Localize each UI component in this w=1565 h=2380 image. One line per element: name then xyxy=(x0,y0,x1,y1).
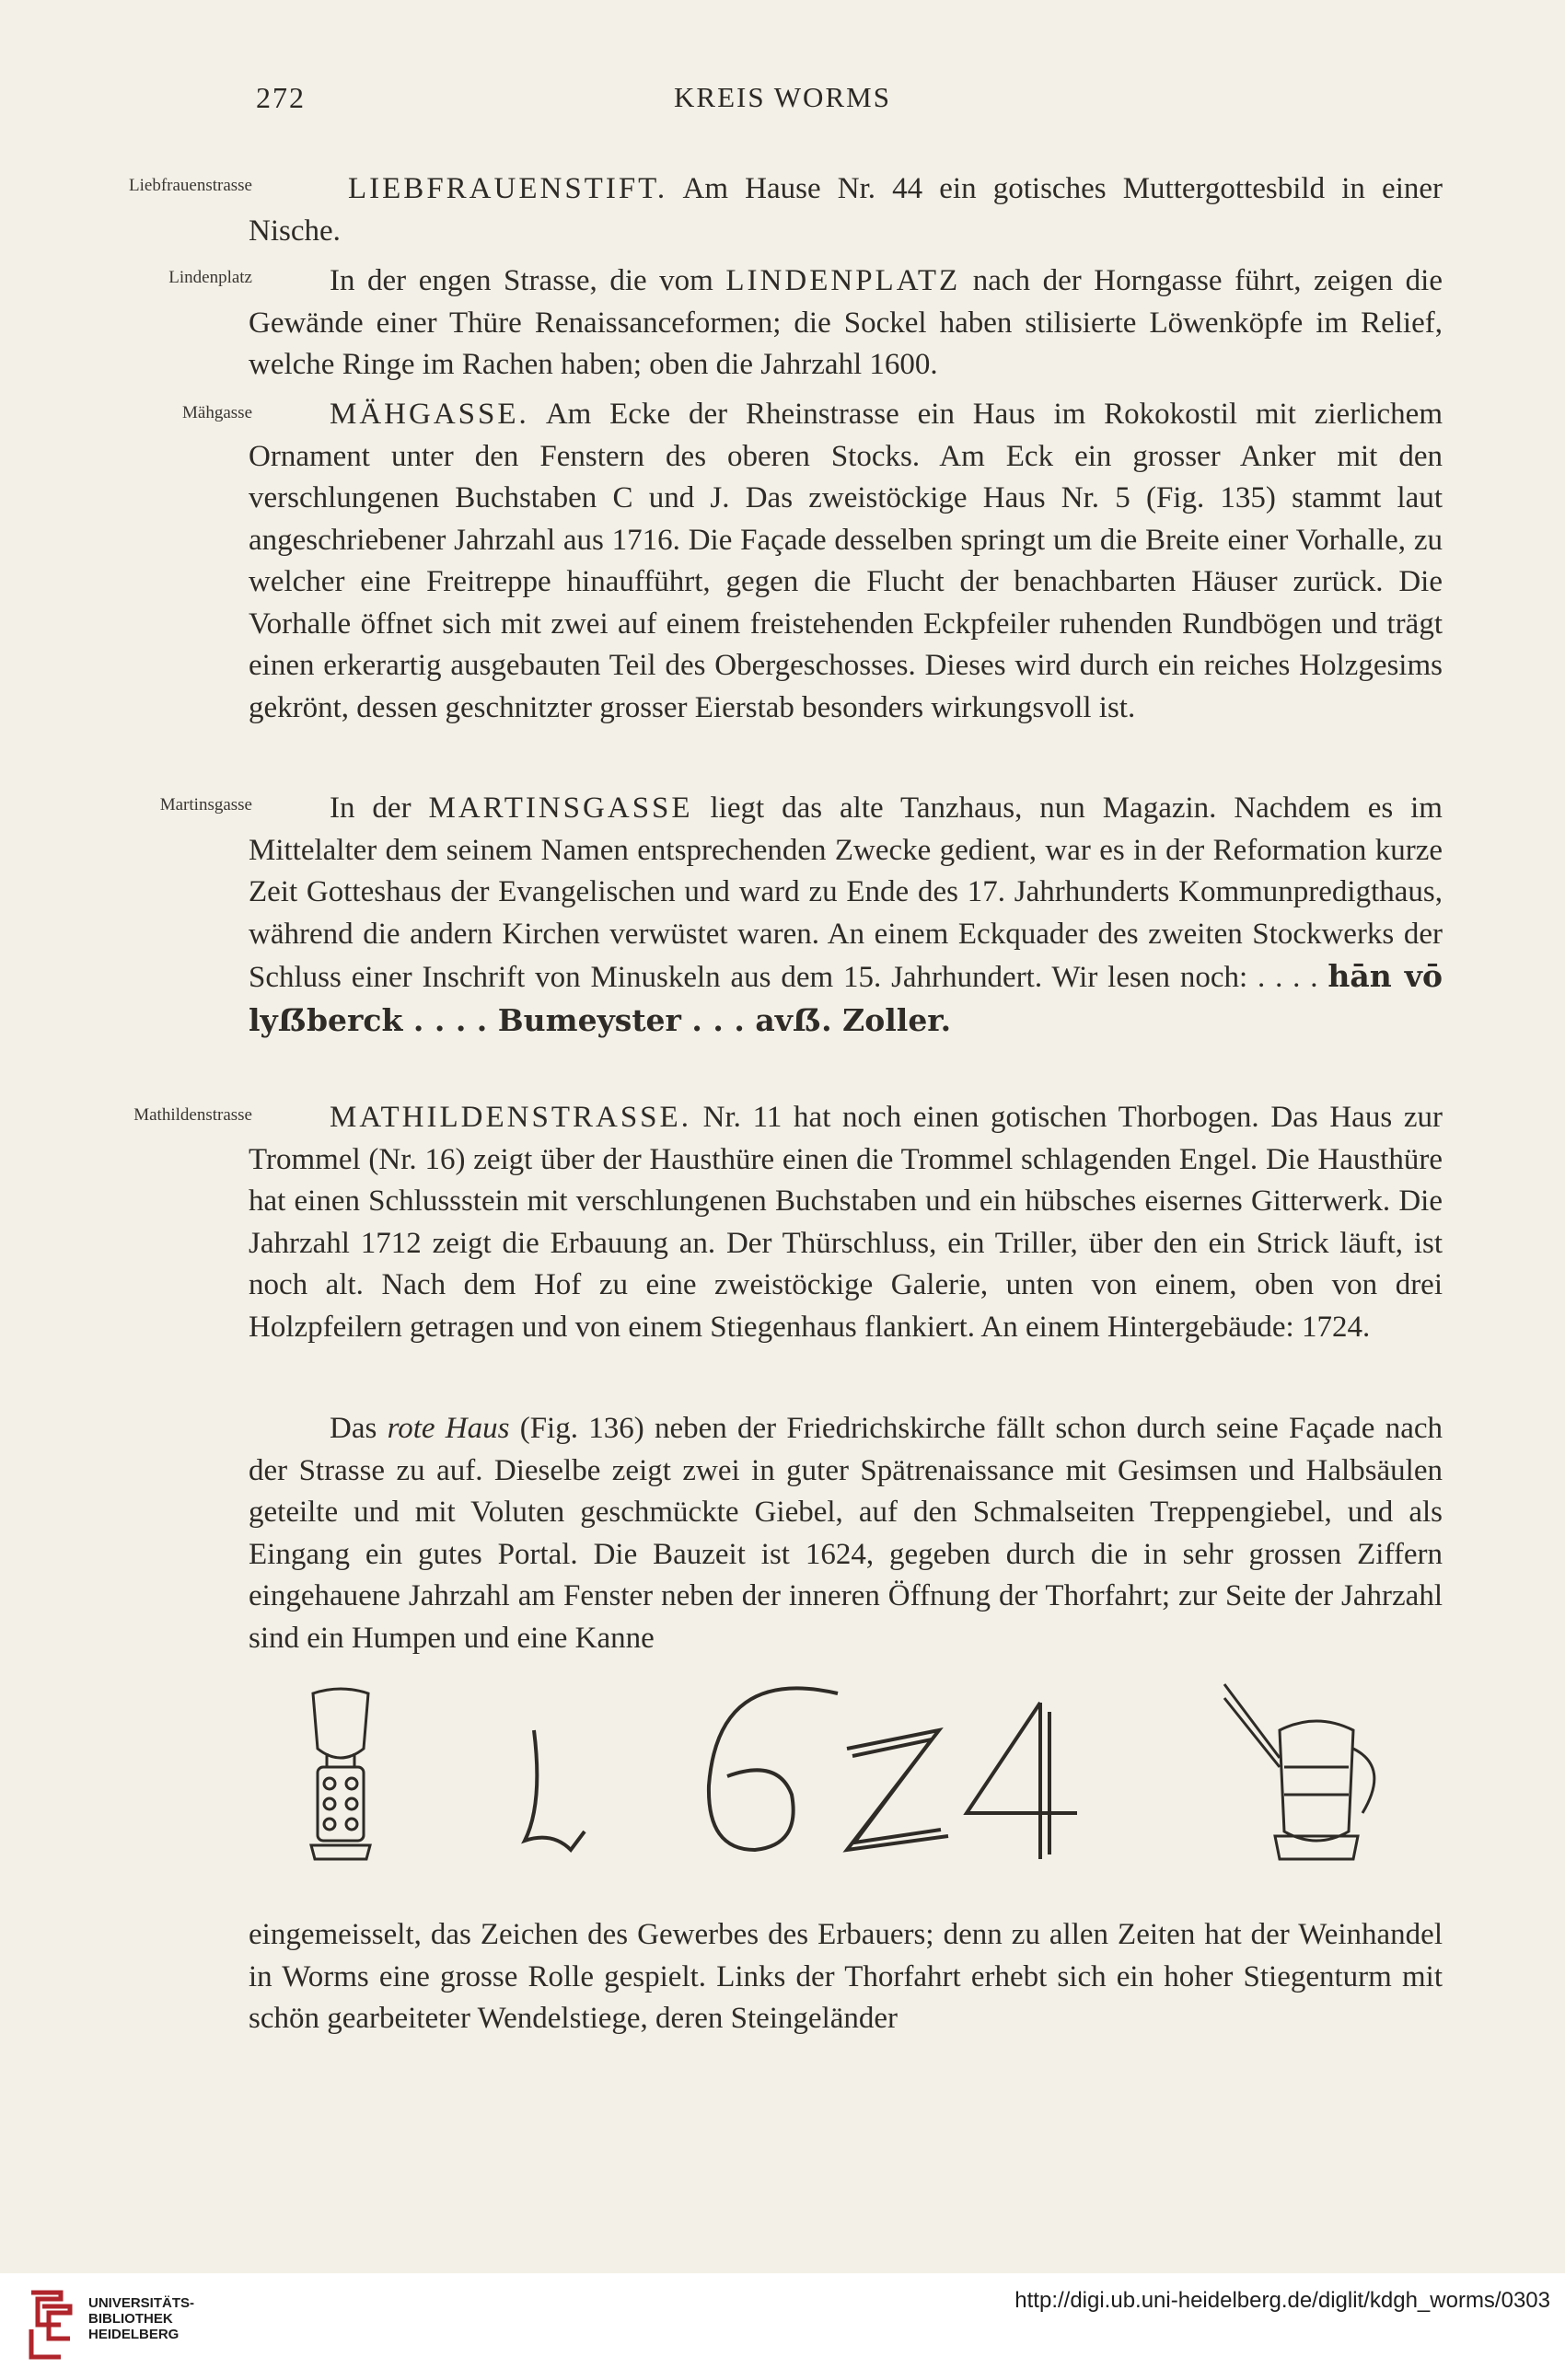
paragraph-text: eingemeisselt, das Zeichen des Gewerbes des Erbauers; denn zu allen Zeiten hat der Weinhandel in Worms eine grosse Rolle gespielt. Links der Thorfahrt erhebt sich ein hoher Stiegenturm mit schön gearbeiteter Wendelstiege, deren Steingeländer xyxy=(249,1918,1443,2035)
university-library-logo-icon[interactable] xyxy=(24,2288,77,2362)
kanne-jug-icon xyxy=(1224,1684,1374,1859)
running-title: KREIS WORMS xyxy=(674,81,891,113)
paragraph-text: In der engen Strasse, die vom xyxy=(330,264,726,297)
margin-note-martinsgasse: Martinsgasse xyxy=(159,795,252,815)
paragraph-continuation xyxy=(249,1914,1443,2040)
paragraph-text: liegt das alte Tanzhaus, nun Magazin. Nachdem es im Mittelalter dem seinem Namen entsprechenden Zwecke gedient, war es in der Reformation kurze Zeit Gotteshaus der Evangelischen und ward zu Ende des 17. Jahrhunderts Kommunpredigthaus, während die andern Kirchen verwüstet waren. An einem Eckquader des zweiten Stockwerks der Schluss einer Inschrift von Minuskeln aus dem 15. Jahrhundert. Wir lesen noch: . . . . xyxy=(249,791,1443,994)
library-name-line: UNIVERSITÄTS- xyxy=(88,2295,195,2311)
paragraph-liebfrauenstift xyxy=(249,168,1443,252)
paragraph-maehgasse xyxy=(249,394,1443,729)
library-name-line: HEIDELBERG xyxy=(88,2327,180,2342)
digit-6 xyxy=(709,1688,838,1850)
section-heading: LIEBFRAUENSTIFT. xyxy=(348,172,668,205)
digit-2 xyxy=(847,1730,948,1850)
paragraph-text: nach der Horngasse führt, zeigen die Gewände einer Thüre Renaissanceformen; die Sockel haben stilisierte Löwenköpfe im Relief, welche Ringe im Rachen haben; oben die Jahrzahl 1600. xyxy=(249,264,1443,381)
section-heading: MÄHGASSE. xyxy=(330,398,529,431)
humpen-beaker-icon xyxy=(311,1689,370,1859)
paragraph-text: Nr. 11 hat noch einen gotischen Thorbogen. Das Haus zur Trommel (Nr. 16) zeigt über der Hausthüre einen die Trommel schlagenden Engel. Die Hausthüre hat einen Schlussstein mit verschlungenen Buchstaben und ein hübsches eisernes Gitterwerk. Die Jahrzahl 1712 zeigt die Erbauung an. Der Thürschluss, ein Triller, über den ein Strick läuft, ist noch alt. Nach dem Hof zu eine zweistöckige Galerie, unten von einem, oben von drei Holzpfeilern getragen und von einem Stiegenhaus flankiert. An einem Hintergebäude: 1724. xyxy=(249,1101,1443,1344)
section-heading: LINDENPLATZ xyxy=(725,264,961,297)
date-1624-engraving xyxy=(276,1675,1455,1887)
permalink-url[interactable]: http://digi.ub.uni-heidelberg.de/diglit/kdgh_worms/0303 xyxy=(1014,2288,1550,2313)
section-heading: MATHILDENSTRASSE. xyxy=(330,1101,691,1134)
paragraph-martinsgasse xyxy=(249,788,1443,1043)
paragraph-text: Am Hause Nr. 44 ein gotisches Muttergottesbild in einer Nische. xyxy=(249,172,1443,248)
paragraph-mathildenstrasse xyxy=(249,1097,1443,1348)
paragraph-text: Das xyxy=(330,1412,388,1445)
margin-note-mathildenstrasse: Mathildenstrasse xyxy=(133,1105,252,1125)
section-heading: MARTINSGASSE xyxy=(428,791,693,825)
digit-1 xyxy=(525,1730,585,1850)
page-number: 272 xyxy=(256,81,306,114)
paragraph-rotes-haus xyxy=(249,1408,1443,1659)
paragraph-lindenplatz xyxy=(249,260,1443,387)
page-header xyxy=(0,81,1565,118)
library-name[interactable] xyxy=(88,2295,194,2342)
paragraph-text: In der xyxy=(330,791,429,825)
gothic-inscription: hān vō lyẞberck . . . . Bumeyster . . . avẞ. Zoller. xyxy=(249,958,1443,1038)
margin-note-lindenplatz: Lindenplatz xyxy=(168,268,252,287)
paragraph-text: Am Ecke der Rheinstrasse ein Haus im Rokokostil mit zierlichem Ornament unter den Fenstern des oberen Stocks. Am Eck ein grosser Anker mit den verschlungenen Buchstaben C und J. Das zweistöckige Haus Nr. 5 (Fig. 135) stammt laut angeschriebener Jahrzahl aus 1716. Die Façade desselben springt um die Breite einer Vorhalle, zu welcher eine Freitreppe hinaufführt, gegen die Flucht der benachbarten Häuser zurück. Die Vorhalle öffnet sich mit zwei auf einem freistehenden Eckpfeiler ruhenden Rundbögen und trägt einen erkerartig ausgebauten Teil des Obergeschosses. Dieses wird durch ein reiches Holzgesims gekrönt, dessen geschnitzter grosser Eierstab besonders wirkungsvoll ist. xyxy=(249,398,1443,724)
margin-note-liebfrauenstrasse: Liebfrauenstrasse xyxy=(129,176,252,195)
paragraph-text: (Fig. 136) neben der Friedrichskirche fällt schon durch seine Façade nach der Strasse zu auf. Dieselbe zeigt zwei in guter Spätrenaissance mit Gesimsen und Halbsäulen geteilte und mit Voluten geschmückte Giebel, auf den Schmalseiten Treppengiebel, und als Eingang ein gutes Portal. Die Bauzeit ist 1624, gegeben durch die in sehr grossen Ziffern eingehauene Jahrzahl am Fenster neben der inneren Öffnung der Thorfahrt; zur Seite der Jahrzahl sind ein Humpen und eine Kanne xyxy=(249,1412,1443,1655)
italic-term: rote Haus xyxy=(387,1412,510,1445)
library-name-line: BIBLIOTHEK xyxy=(88,2311,173,2327)
margin-note-maehgasse: Mähgasse xyxy=(182,403,252,422)
digit-4 xyxy=(967,1703,1077,1859)
